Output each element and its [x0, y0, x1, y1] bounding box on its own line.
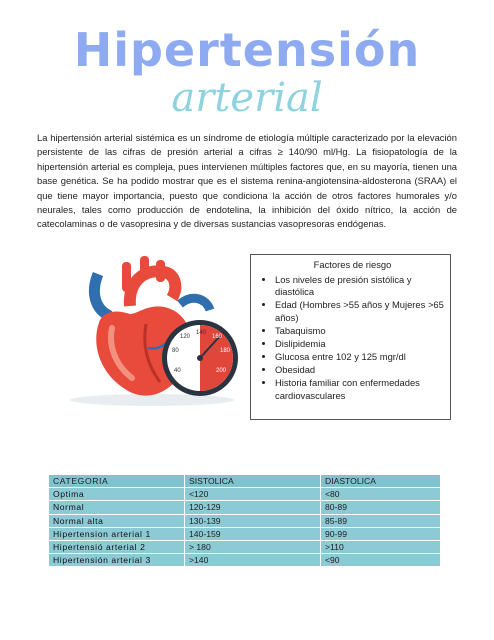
- gauge-tick-180: 180: [220, 348, 231, 354]
- risk-factors-list: [261, 274, 444, 403]
- risk-factor-item: • Glucosa entre 102 y 125 mgr/dl: [275, 351, 444, 364]
- cell-systolic: <120: [185, 488, 321, 501]
- cell-category: Hipertensió arterial 2: [49, 540, 185, 553]
- table-row: [49, 488, 441, 501]
- pulmonary-vessel: [180, 298, 210, 310]
- artery-2: [140, 256, 149, 280]
- table-row: [49, 540, 441, 553]
- risk-factor-item: • Tabaquismo: [275, 325, 444, 338]
- page-subtitle: arterial: [171, 75, 323, 121]
- cell-diastolic: 85-89: [321, 514, 441, 527]
- intro-paragraph: La hipertensión arterial sistémica es un síndrome de etiología múltiple caracterizado por la elevación persistente de las cifras de presión arterial a cifras ≥ 140/90 ml/Hg. La fisiopatología de la hipertensión arterial es compleja, pues intervienen múltiples factores que, en su mayoría, tienen una base genética. Se ha podido mostrar que es el sistema renina-angiotensina-aldosterona (SRAA) el que tiene mayor importancia, puesto que condiciona la acción de otros factores humorales y/o neurales, tales como producción de endotelina, la inhibición del óxido nítrico, la acción de catecolaminas o de vasopresina y de diversas sustancias vasopresoras endógenas.: [37, 132, 457, 230]
- cell-diastolic: 80-89: [321, 501, 441, 514]
- table-row: [49, 554, 441, 567]
- cell-diastolic: <80: [321, 488, 441, 501]
- aorta-vessel: [130, 271, 175, 306]
- table-header-row: [49, 475, 441, 488]
- risk-factor-item: • Dislipidemia: [275, 338, 444, 351]
- cell-category: Hipertensión arterial 3: [49, 554, 185, 567]
- vena-cava: [94, 274, 110, 316]
- gauge-tick-40: 40: [174, 368, 181, 374]
- table-row: [49, 514, 441, 527]
- gauge-tick-200: 200: [216, 368, 227, 374]
- cell-category: Normal alta: [49, 514, 185, 527]
- cell-systolic: >140: [185, 554, 321, 567]
- blood-pressure-table: [48, 474, 441, 567]
- risk-factors-title: Factores de riesgo: [313, 259, 392, 270]
- cell-category: Optima: [49, 488, 185, 501]
- risk-factor-item: • Obesidad: [275, 364, 444, 377]
- cell-category: Normal: [49, 501, 185, 514]
- cell-diastolic: <90: [321, 554, 441, 567]
- cell-systolic: > 180: [185, 540, 321, 553]
- gauge-tick-120: 120: [180, 334, 191, 340]
- illustration-shadow: [70, 394, 234, 406]
- header-sistolica: SISTOLICA: [185, 475, 321, 488]
- cell-diastolic: >110: [321, 540, 441, 553]
- risk-factor-item: • Los niveles de presión sistólica y diastólica: [275, 274, 444, 299]
- cell-systolic: 120-129: [185, 501, 321, 514]
- gauge-tick-80: 80: [172, 348, 179, 354]
- artery-1: [122, 262, 131, 292]
- cell-diastolic: 90-99: [321, 527, 441, 540]
- heart-gauge-illustration: [60, 254, 250, 414]
- gauge-tick-140: 140: [196, 330, 207, 336]
- risk-factors-box: [250, 254, 451, 420]
- artery-3: [156, 260, 165, 282]
- risk-factor-item: • Edad (Hombres >55 años y Mujeres >65 años): [275, 299, 444, 324]
- table-row: [49, 527, 441, 540]
- page-title: Hipertensión: [73, 23, 421, 77]
- cell-systolic: 140-159: [185, 527, 321, 540]
- cell-category: Hipertension arterial 1: [49, 527, 185, 540]
- cell-systolic: 130-139: [185, 514, 321, 527]
- header-diastolica: DIASTOLICA: [321, 475, 441, 488]
- gauge-tick-160: 160: [212, 334, 223, 340]
- risk-factor-item: • Historia familiar con enfermedades cardiovasculares: [275, 377, 444, 402]
- header-categoria: CATEGORIA: [49, 475, 185, 488]
- table-row: [49, 501, 441, 514]
